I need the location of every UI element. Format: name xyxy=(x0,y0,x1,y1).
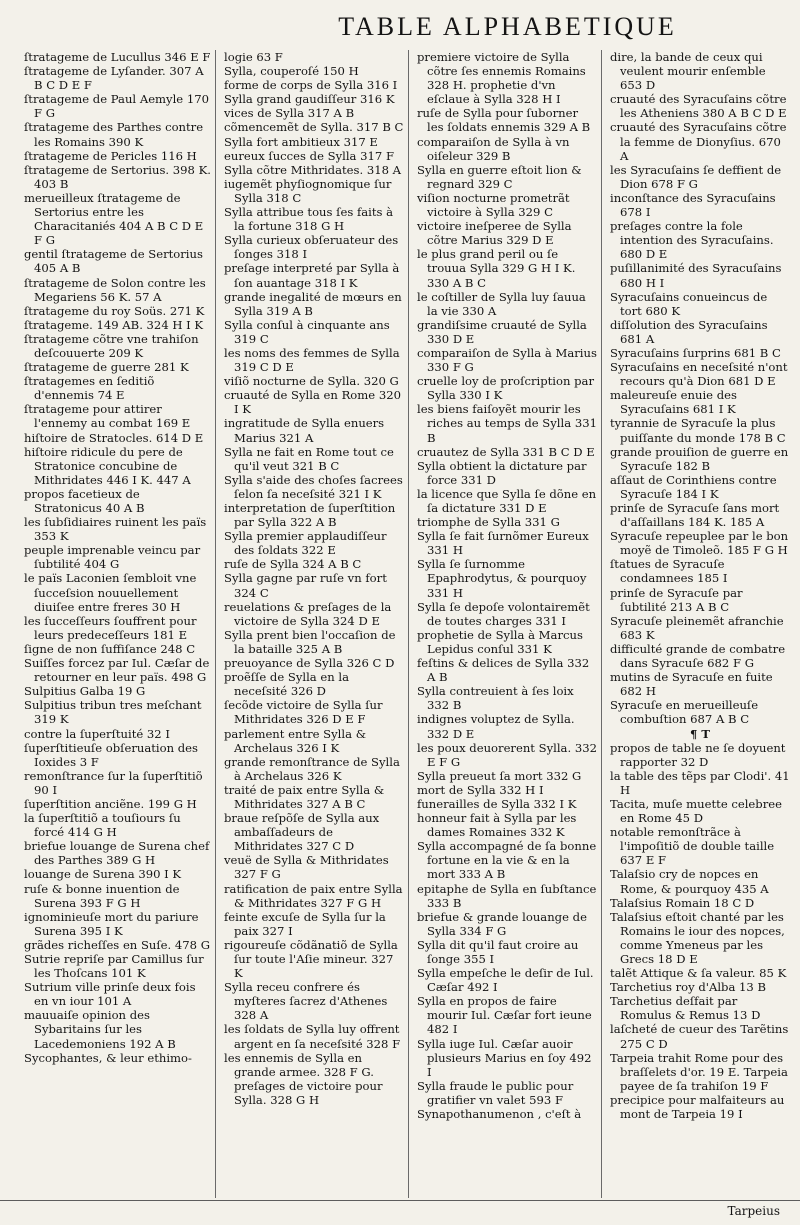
index-entry: ſtratageme du roy Soüs. 271 K xyxy=(24,303,205,318)
index-entry: cruauté des Syracuſains cõtre les Atheniens 380 A B C D E xyxy=(610,92,787,121)
index-entry: ſtratageme. 149 AB. 324 H I K xyxy=(24,317,204,332)
index-entry: epitaphe de Sylla en ſubſtance 333 B xyxy=(417,881,597,910)
index-entry: ſecõde victoire de Sylla ſur Mithridates 326 D E F xyxy=(224,698,383,727)
index-entry: grãdes richeſſes en Suſe. 478 G xyxy=(24,937,210,952)
index-entry: prophetie de Sylla à Marcus Lepidus conſul 331 K xyxy=(417,627,583,656)
index-entry: ruſe de Sylla pour ſuborner les ſoldats ennemis 329 A B xyxy=(417,106,591,135)
index-entry: difficulté grande de combatre dans Syracuſe 682 F G xyxy=(610,641,786,671)
index-entry: aſſaut de Corinthiens contre Syracuſe 184 I K xyxy=(610,472,777,501)
index-entry: Sylla prent bien l'occaſion de la bataille 325 A B xyxy=(224,627,396,656)
index-entry: Sylla en guerre eſtoit lion & regnard 329 C xyxy=(417,162,582,191)
index-entry: Sulpitius tribun tres meſchant 319 K xyxy=(24,698,202,727)
page-header xyxy=(0,12,800,48)
index-entry: la table des tẽps par Clodi'. 41 H xyxy=(610,768,790,797)
index-columns xyxy=(22,50,794,1198)
index-entry: cruautez de Sylla 331 B C D E xyxy=(417,444,595,459)
index-entry: le coſtiller de Sylla luy ſauua la vie 330 A xyxy=(417,289,586,318)
index-entry: notable remonſtrãce à l'impoſitiõ de double taille 637 E F xyxy=(610,825,775,868)
index-entry: ruſe de Sylla 324 A B C xyxy=(224,557,362,572)
index-entry: le plus grand peril ou ſe trouua Sylla 329 G H I K. 330 A B C xyxy=(417,247,576,290)
index-entry: preſage interpreté par Sylla à ſon auantage 318 I K xyxy=(224,261,400,290)
index-entry: preuoyance de Sylla 326 C D xyxy=(224,656,395,671)
index-entry: Tarchetius roy d'Alba 13 B xyxy=(610,980,766,995)
index-entry: viſiõ nocturne de Sylla. 320 G xyxy=(224,374,399,389)
index-entry: Syracuſe pleinemẽt afranchie 683 K xyxy=(610,613,784,642)
index-entry: ſuperſtitieuſe obſeruation des Ioxides 3 F xyxy=(24,740,198,769)
footer-rule xyxy=(0,1200,800,1201)
index-entry: Sylla curieux obſeruateur des ſonges 318 I xyxy=(224,233,399,262)
index-entry: braue reſpõſe de Sylla aux ambaſſadeurs de Mithridates 327 C D xyxy=(224,811,380,854)
index-entry: merueilleux ſtratageme de Sertorius entre les Characitaniés 404 A B C D E F G xyxy=(24,190,204,248)
index-entry: Talaſsius Romain 18 C D xyxy=(610,895,755,910)
index-entry: Sylla en propos de faire mourir Iul. Cæſar fort ieune 482 I xyxy=(417,994,592,1037)
index-entry: eureux ſucces de Sylla 317 F xyxy=(224,148,394,163)
index-entry: logie 63 F xyxy=(224,50,283,64)
index-entry: reuelations & preſages de la victoire de Sylla 324 D E xyxy=(224,599,392,628)
index-entry: talẽt Attique & ſa valeur. 85 K xyxy=(610,966,787,981)
index-entry: ingratitude de Sylla enuers Marius 321 A xyxy=(224,416,385,445)
index-entry: ratification de paix entre Sylla & Mithridates 327 F G H xyxy=(224,881,403,910)
index-entry: la ſuperſtitiõ a touſiours ſu forcé 414 G H xyxy=(24,811,181,840)
index-entry: Sylla accompagné de ſa bonne fortune en la vie & en la mort 333 A B xyxy=(417,839,597,882)
index-entry: grande inegalité de mœurs en Sylla 319 A B xyxy=(224,289,402,318)
index-entry: Sycophantes, & leur ethimo- xyxy=(24,1050,192,1065)
index-entry: ſigne de non ſuffiſance 248 C xyxy=(24,641,196,656)
index-entry: ſtratageme de Lyſander. 307 A B C D E F xyxy=(24,64,204,93)
index-entry: Talaſsio cry de nopces en Rome, & pourquoy 435 A xyxy=(610,867,769,896)
index-entry: briefue louange de Surena chef des Parthes 389 G H xyxy=(24,839,210,868)
index-entry: Sylla premier applaudiſſeur des ſoldats 322 E xyxy=(224,529,387,558)
index-entry: Sylla fort ambitieux 317 E xyxy=(224,134,378,149)
index-entry: tyrannie de Syracuſe la plus puiſſante du monde 178 B C xyxy=(610,416,786,445)
index-entry: les ſubſidiaires ruinent les païs 353 K xyxy=(24,515,207,544)
index-entry: les Syracuſains ſe deffient de Dion 678 F G xyxy=(610,162,782,191)
index-entry: cruelle loy de proſcription par Sylla 330 I K xyxy=(417,374,594,403)
index-entry: puſillanimité des Syracuſains 680 H I xyxy=(610,261,782,290)
index-entry: feinte excuſe de Sylla ſur la paix 327 I xyxy=(224,909,386,938)
index-entry: iugemẽt phyſiognomique ſur Sylla 318 C xyxy=(224,176,392,205)
index-entry: ſtratageme de guerre 281 K xyxy=(24,360,189,375)
index-entry: Sylla ſe depoſe volontairemẽt de toutes charges 331 I xyxy=(417,599,590,628)
page-title: TABLE ALPHABETIQUE xyxy=(338,12,677,41)
index-entry: Sylla grand gaudiſſeur 316 K xyxy=(224,92,395,107)
index-entry: remonſtrance ſur la ſuperſtitiõ 90 I xyxy=(24,768,203,797)
index-entry: les noms des femmes de Sylla 319 C D E xyxy=(224,345,400,375)
index-entry: les ſoldats de Sylla luy offrent argent en ſa neceſsité 328 F xyxy=(224,1022,401,1051)
index-entry: cõmencemẽt de Sylla. 317 B C xyxy=(224,120,404,135)
index-entry: Sylla obtient la dictature par force 331 D xyxy=(417,458,587,487)
index-entry: ſtratageme des Parthes contre les Romains 390 K xyxy=(24,120,204,149)
index-entry: Sulpitius Galba 19 G xyxy=(24,684,146,699)
index-entry: Tarpeia trahit Rome pour des braſſelets d'or. 19 E. Tarpeia payee de ſa trahiſon 19 F xyxy=(610,1050,788,1093)
index-entry: cruauté de Sylla en Rome 320 I K xyxy=(224,388,401,417)
index-entry: funerailles de Sylla 332 I K xyxy=(417,796,577,811)
index-entry: Talaſsius eſtoit chanté par les Romains le iour des nopces, comme Ymeneus par les Grecs 18 D E xyxy=(610,909,785,966)
index-entry: Sylla ne fait en Rome tout ce qu'il veut 321 B C xyxy=(224,444,394,473)
index-entry: rigoureuſe cõdãnatiõ de Sylla ſur toute l'Aſie mineur. 327 K xyxy=(224,937,398,981)
index-entry: Suiſſes forcez par Iul. Cæſar de retourner en leur païs. 498 G xyxy=(24,656,210,685)
index-entry: ſtatues de Syracuſe condamnees 185 I xyxy=(610,557,728,586)
index-entry: le païs Laconien ſembloit vne ſucceſsion nouuellement diuiſee entre freres 30 H xyxy=(24,571,197,614)
index-entry: les biens faiſoyẽt mourir les riches au temps de Sylla 331 B xyxy=(417,402,597,445)
index-entry: Sylla ſe fait ſurnõmer Eureux 331 H xyxy=(417,529,589,558)
index-entry: Sylla gagne par ruſe vn fort 324 C xyxy=(224,571,387,600)
index-entry: briefue & grande louange de Sylla 334 F G xyxy=(417,909,587,938)
index-entry: ruſe & bonne inuention de Surena 393 F G H xyxy=(24,881,180,910)
index-entry: precipice pour malfaiteurs au mont de Tarpeia 19 I xyxy=(610,1092,785,1122)
index-entry: Sylla attribue tous ſes faits à la fortune 318 G H xyxy=(224,205,394,234)
index-entry: Syracuſe en merueilleuſe combuſtion 687 A B C xyxy=(610,698,759,727)
index-column-2 xyxy=(215,50,408,1198)
index-entry: grande prouiſion de guerre en Syracuſe 182 B xyxy=(610,444,789,473)
index-entry: Syracuſains ſurprins 681 B C xyxy=(610,345,781,360)
index-entry: ¶ T xyxy=(689,726,711,741)
index-entry: ſtratageme cõtre vne trahiſon deſcouuerte 209 K xyxy=(24,331,199,360)
index-entry: triomphe de Sylla 331 G xyxy=(417,515,560,530)
index-entry: viſion nocturne prometrãt victoire à Sylla 329 C xyxy=(417,190,570,220)
index-entry: les poux deuorerent Sylla. 332 E F G xyxy=(417,740,597,769)
index-entry: contre la ſuperſtuité 32 I xyxy=(24,726,170,741)
index-entry: feſtins & delices de Sylla 332 A B xyxy=(417,656,590,685)
index-entry: Syracuſains conueincus de tort 680 K xyxy=(610,289,768,318)
index-entry: traité de paix entre Sylla & Mithridates 327 A B C xyxy=(224,782,385,811)
index-entry: comparaiſon de Sylla à vn oiſeleur 329 B xyxy=(417,134,570,163)
index-entry: mauuaiſe opinion des Sybaritains ſur les Lacedemoniens 192 A B xyxy=(24,1008,176,1051)
index-entry: Sylla ſe ſurnomme Epaphrodytus, & pourquoy 331 H xyxy=(417,557,587,600)
index-entry: veuë de Sylla & Mithridates 327 F G xyxy=(224,853,389,882)
index-entry: peuple imprenable veincu par ſubtilité 404 G xyxy=(24,543,201,572)
index-entry: Tarchetius deſfait par Romulus & Remus 13 D xyxy=(610,994,761,1023)
index-entry: interpretation de ſuperſtition par Sylla 322 A B xyxy=(224,501,396,530)
index-entry: Sutrium ville prinſe deux fois en vn iour 101 A xyxy=(24,980,196,1009)
index-entry: premiere victoire de Sylla cõtre ſes ennemis Romains 328 H. prophetie d'vn eſclaue à Sylla 328 H I xyxy=(417,50,586,107)
index-entry: grande remonſtrance de Sylla à Archelaus 326 K xyxy=(224,754,400,783)
index-entry: diſſolution des Syracuſains 681 A xyxy=(610,317,768,346)
index-entry: preſages contre la fole intention des Syracuſains. 680 D E xyxy=(610,219,774,262)
index-entry: Sylla iuge Iul. Cæſar auoir plusieurs Marius en ſoy 492 I xyxy=(417,1036,592,1079)
index-column-4 xyxy=(601,50,794,1198)
index-entry: ſtratageme de Lucullus 346 E F xyxy=(24,50,211,64)
index-entry: ſtratagemes en ſeditiõ d'ennemis 74 E xyxy=(24,374,155,403)
index-entry: laſcheté de cueur des Tarẽtins 275 C D xyxy=(610,1022,789,1051)
index-entry: honneur fait à Sylla par les dames Romaines 332 K xyxy=(417,811,577,840)
index-entry: propos de table ne ſe doyuent rapporter 32 D xyxy=(610,740,786,769)
index-entry: grandiſsime cruauté de Sylla 330 D E xyxy=(417,317,587,346)
index-entry: forme de corps de Sylla 316 I xyxy=(224,78,398,93)
index-entry: la licence que Sylla ſe dõne en ſa dictature 331 D E xyxy=(417,486,597,515)
index-entry: mutins de Syracuſe en fuite 682 H xyxy=(610,670,773,699)
index-entry: gentil ſtratageme de Sertorius 405 A B xyxy=(24,247,203,276)
index-entry: propos facetieux de Stratonicus 40 A B xyxy=(24,486,145,515)
index-entry: vices de Sylla 317 A B xyxy=(224,106,355,121)
index-entry: Sylla fraude le public pour gratifier vn valet 593 F xyxy=(417,1078,574,1107)
index-entry: inconſtance des Syracuſains 678 I xyxy=(610,190,776,220)
index-entry: maleureuſe enuie des Syracuſains 681 I K xyxy=(610,388,737,417)
index-entry: les ſucceſſeurs ſouffrent pour leurs predeceſſeurs 181 E xyxy=(24,613,197,642)
index-entry: ſtratageme de Sertorius. 398 K. 403 B xyxy=(24,162,211,191)
index-entry: Sylla s'aide des choſes ſacrees ſelon ſa neceſsité 321 I K xyxy=(224,472,403,501)
index-entry: Sylla empeſche le deſir de Iul. Cæſar 492 I xyxy=(417,966,594,995)
index-column-3 xyxy=(408,50,601,1198)
index-entry: cruauté des Syracuſains cõtre la femme de Dionyſius. 670 A xyxy=(610,120,787,163)
index-entry: ignominieuſe mort du pariure Surena 395 I K xyxy=(24,909,199,938)
index-entry: hiſtoire ridicule du pere de Stratonice concubine de Mithridates 446 I K. 447 A xyxy=(24,444,191,487)
index-entry: les ennemis de Sylla en grande armee. 328 F G. preſages de victoire pour Sylla. 328 G H xyxy=(224,1050,383,1107)
index-entry: Sylla dit qu'il faut croire au ſonge 355 I xyxy=(417,937,579,966)
index-entry: victoire ineſperee de Sylla cõtre Marius 329 D E xyxy=(417,219,572,248)
index-entry: Sutrie repriſe par Camillus ſur les Thoſcans 101 K xyxy=(24,952,204,981)
catchword: Tarpeius xyxy=(727,1204,780,1218)
index-entry: Sylla conſul à cinquante ans 319 C xyxy=(224,317,390,346)
index-entry: hiſtoire de Stratocles. 614 D E xyxy=(24,430,204,445)
index-entry: Sylla cõtre Mithridates. 318 A xyxy=(224,162,402,177)
index-entry: Sylla contreuient à ſes loix 332 B xyxy=(417,684,574,713)
index-entry: Synapothanumenon , c'eſt à xyxy=(417,1107,582,1122)
index-entry: Syracuſains en neceſsité n'ont recours qu'à Dion 681 D E xyxy=(610,360,788,389)
index-entry: Sylla preueut ſa mort 332 G xyxy=(417,768,582,783)
index-column-1 xyxy=(22,50,215,1198)
index-entry: dire, la bande de ceux qui veulent mourir enſemble 653 D xyxy=(610,50,766,93)
index-entry: ſtratageme de Paul Aemyle 170 F G xyxy=(24,92,209,121)
index-entry: mort de Sylla 332 H I xyxy=(417,782,544,797)
index-entry: proẽſſe de Sylla en la neceſsité 326 D xyxy=(224,670,350,699)
index-entry: prinſe de Syracuſe par ſubtilité 213 A B C xyxy=(610,585,743,614)
index-entry: prinſe de Syracuſe ſans mort d'aſſaillans 184 K. 185 A xyxy=(610,501,780,530)
index-entry: parlement entre Sylla & Archelaus 326 I K xyxy=(224,726,367,755)
index-entry: Sylla, couperoſé 150 H xyxy=(224,64,359,79)
index-entry: louange de Surena 390 I K xyxy=(24,867,182,882)
index-entry: Sylla receu confrere és myſteres ſacrez d'Athenes 328 A xyxy=(224,980,388,1023)
index-entry: ſtratageme de Pericles 116 H xyxy=(24,148,197,163)
index-entry: Syracuſe repeuplee par le bon moyẽ de Timoleõ. 185 F G H xyxy=(610,529,789,558)
index-entry: ſtratageme de Solon contre les Megariens 56 K. 57 A xyxy=(24,275,206,304)
index-entry: comparaiſon de Sylla à Marius 330 F G xyxy=(417,345,597,375)
index-entry: indignes voluptez de Sylla. 332 D E xyxy=(417,712,575,741)
index-entry: ſtratageme pour attirer l'ennemy au combat 169 E xyxy=(24,402,191,431)
index-entry: Tacita, muſe muette celebree en Rome 45 D xyxy=(610,796,782,826)
index-entry: ſuperſtition anciẽne. 199 G H xyxy=(24,796,197,811)
